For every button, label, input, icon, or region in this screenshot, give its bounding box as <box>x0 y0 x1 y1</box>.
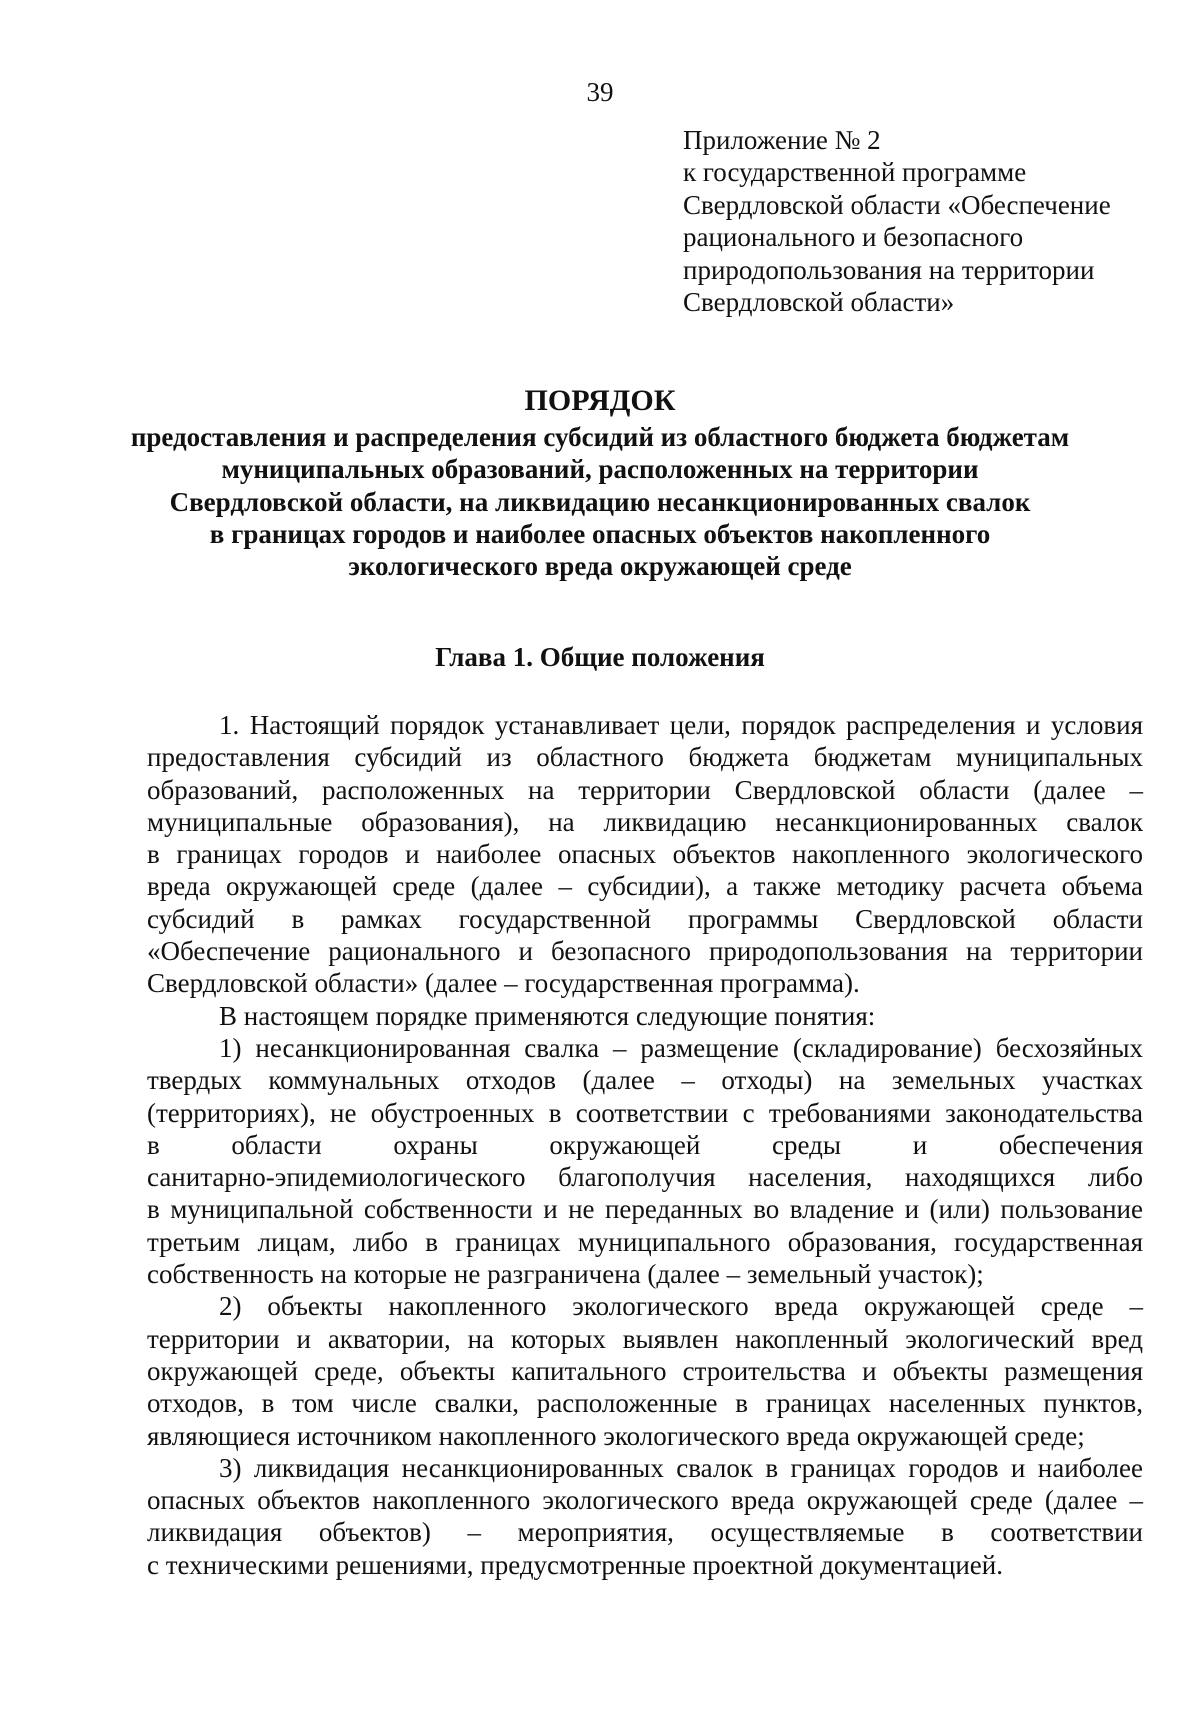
body-line: образований, расположенных на территории Свердловской области (далее – <box>147 774 1143 805</box>
body-line: санитарно-эпидемиологического благополучия населения, находящихся либо <box>147 1162 1143 1193</box>
body-line: ликвидация объектов) – мероприятия, осуществляемые в соответствии <box>147 1517 1143 1548</box>
body-text <box>147 709 1143 1581</box>
body-line: (территориях), не обустроенных в соответствии с требованиями законодательства <box>147 1097 1143 1128</box>
appendix-line: Свердловской области» <box>683 287 955 318</box>
body-line: с техническими решениями, предусмотренные проектной документацией. <box>147 1549 1003 1580</box>
title-subtitle-line: Свердловской области, на ликвидацию несанкционированных свалок <box>169 486 1031 517</box>
body-line: предоставления субсидий из областного бюджета бюджетам муниципальных <box>147 742 1143 773</box>
appendix-line: Свердловской области «Обеспечение <box>683 189 1111 220</box>
appendix-line: Приложение № 2 <box>683 125 881 155</box>
body-line: 1. Настоящий порядок устанавливает цели, порядок распределения и условия <box>219 710 1143 740</box>
body-line: территории и акватории, на которых выявлен накопленный экологический вред <box>147 1323 1143 1354</box>
body-line: твердых коммунальных отходов (далее – отходы) на земельных участках <box>147 1065 1143 1096</box>
body-line: 1) несанкционированная свалка – размещение (складирование) бесхозяйных <box>219 1032 1143 1063</box>
page-number: 39 <box>586 77 614 107</box>
appendix-line: рационального и безопасного <box>683 222 1024 253</box>
title-subtitle-line: экологического вреда окружающей среде <box>348 551 852 582</box>
body-line: муниципальные образования), на ликвидацию несанкционированных свалок <box>147 806 1143 837</box>
appendix-line: к государственной программе <box>683 157 1027 188</box>
title-subtitle-line: предоставления и распределения субсидий из областного бюджета бюджетам <box>130 422 1070 452</box>
body-line: являющиеся источником накопленного экологического вреда окружающей среде; <box>147 1420 1085 1451</box>
document-title <box>100 383 1100 582</box>
title-subtitle-line: в границах городов и наиболее опасных объектов накопленного <box>209 518 991 549</box>
body-line: 2) объекты накопленного экологического вреда окружающей среде – <box>219 1291 1143 1322</box>
title-subtitle-line: муниципальных образований, расположенных на территории <box>221 454 979 485</box>
body-line: «Обеспечение рационального и безопасного природопользования на территории <box>147 936 1143 967</box>
body-line: отходов, в том числе свалки, расположенные в границах населенных пунктов, <box>147 1388 1143 1419</box>
body-line: опасных объектов накопленного экологического вреда окружающей среде (далее – <box>147 1485 1143 1516</box>
body-line: собственность на которые не разграничена (далее – земельный участок); <box>147 1259 984 1290</box>
body-line: 3) ликвидация несанкционированных свалок в границах городов и наиболее <box>219 1452 1143 1483</box>
appendix-line: природопользования на территории <box>683 254 1095 285</box>
body-line: В настоящем порядке применяются следующие понятия: <box>219 1000 876 1031</box>
chapter-heading: Глава 1. Общие положения <box>435 642 765 672</box>
body-line: окружающей среде, объекты капитального строительства и объекты размещения <box>147 1355 1143 1386</box>
body-line: субсидий в рамках государственной программы Свердловской области <box>147 903 1143 934</box>
body-line: в границах городов и наиболее опасных объектов накопленного экологического <box>147 839 1143 870</box>
body-line: вреда окружающей среде (далее – субсидии), а также методику расчета объема <box>147 871 1143 902</box>
appendix-header <box>683 124 1173 318</box>
body-line: третьим лицам, либо в границах муниципального образования, государственная <box>147 1226 1143 1257</box>
body-line: в муниципальной собственности и не переданных во владение и (или) пользование <box>147 1194 1143 1225</box>
title-main: ПОРЯДОК <box>524 384 676 417</box>
body-line: в области охраны окружающей среды и обеспечения <box>147 1129 1143 1160</box>
title-subtitle <box>100 421 1100 582</box>
body-line: Свердловской области» (далее – государственная программа). <box>147 968 860 999</box>
